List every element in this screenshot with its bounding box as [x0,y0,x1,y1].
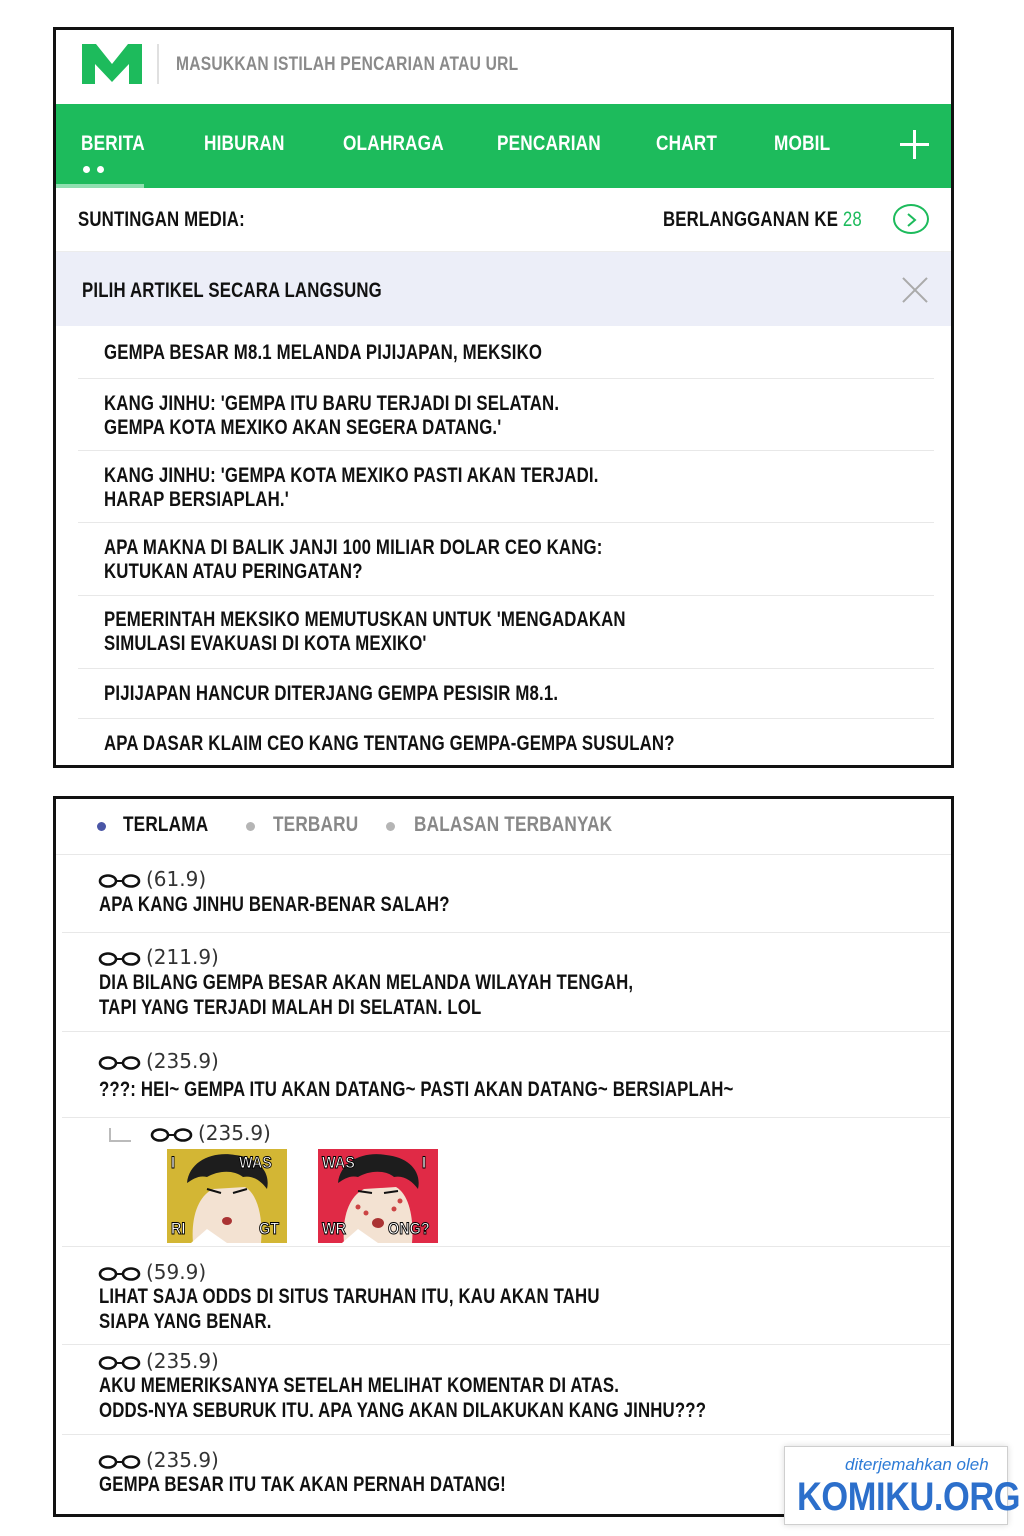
comment-text: LIHAT SAJA ODDS DI SITUS TARUHAN ITU, KAU AKAN TAHU SIAPA YANG BENAR. [99,1285,600,1333]
category-nav [56,104,951,188]
sticker-i-was-right[interactable] [167,1149,287,1243]
reply-arrow-icon [109,1128,131,1142]
search-input[interactable] [176,50,520,80]
sort-tab-oldest[interactable]: TERLAMA [123,813,209,836]
comment-score: (235.9) [198,1121,271,1145]
article-title: KANG JINHU: 'GEMPA KOTA MEXIKO PASTI AKAN TERJADI. HARAP BERSIAPLAH.' [104,464,599,511]
glasses-icon [98,1355,142,1371]
tab-hiburan[interactable]: HIBURAN [204,132,285,155]
news-portal-window [53,27,954,768]
article-title: PIJIJAPAN HANCUR DITERJANG GEMPA PESISIR M8.1. [104,682,559,705]
comment-sort-tabs [56,799,951,855]
comments-window [53,796,954,1517]
translator-watermark [784,1446,1021,1525]
comment-item[interactable] [62,1032,950,1118]
article-link[interactable] [78,596,934,669]
article-title: KANG JINHU: 'GEMPA ITU BARU TERJADI DI SELATAN. GEMPA KOTA MEXIKO AKAN SEGERA DATANG.' [104,392,560,439]
sort-dot [246,822,255,831]
sort-dot [386,822,395,831]
watermark-brand: KOMIKU.ORG [797,1475,1021,1519]
article-link[interactable] [78,669,934,719]
comment-text: ???: HEI~ GEMPA ITU AKAN DATANG~ PASTI AKAN DATANG~ BERSIAPLAH~ [99,1078,734,1101]
glasses-icon [98,951,142,967]
glasses-icon [98,1266,142,1282]
sticker-was-i-wrong[interactable] [318,1149,438,1243]
comment-text: AKU MEMERIKSANYA SETELAH MELIHAT KOMENTAR DI ATAS. ODDS-NYA SEBURUK ITU. APA YANG AKAN DILAKUKAN KANG JINHU??? [99,1374,707,1422]
comment-item[interactable] [62,855,950,933]
comment-text: GEMPA BESAR ITU TAK AKAN PERNAH DATANG! [99,1473,506,1496]
subscription-label: BERLANGGANAN KE [663,208,839,231]
tab-olahraga[interactable]: OLAHRAGA [343,132,444,155]
header [56,30,951,104]
comment-item[interactable] [62,933,950,1032]
media-edit-label: SUNTINGAN MEDIA: [78,208,245,231]
article-link[interactable] [78,719,934,768]
comment-text: APA KANG JINHU BENAR-BENAR SALAH? [99,893,450,916]
tab-mobil[interactable]: MOBIL [774,132,831,155]
pick-articles-title: PILIH ARTIKEL SECARA LANGSUNG [82,279,382,302]
comment-score: (61.9) [146,867,207,891]
sticker-word: ONG? [388,1219,430,1238]
comment-score: (235.9) [146,1448,219,1472]
glasses-icon [150,1127,194,1143]
article-title: PEMERINTAH MEKSIKO MEMUTUSKAN UNTUK 'MENGADAKAN SIMULASI EVAKUASI DI KOTA MEXIKO' [104,608,626,655]
subscription-info [663,208,862,232]
comment-item[interactable] [62,1247,950,1345]
sticker-word: WAS [239,1153,272,1172]
comment-item[interactable] [62,1345,950,1435]
active-tab-indicator [83,166,109,174]
subscription-bar [56,188,951,252]
glasses-icon [98,1055,142,1071]
sort-tab-newest[interactable]: TERBARU [273,813,359,836]
active-sort-dot [97,822,106,831]
article-link[interactable] [78,523,934,596]
plus-icon[interactable] [899,129,931,161]
article-link[interactable] [78,379,934,451]
sticker-word: I [171,1153,176,1172]
glasses-icon [98,1454,142,1470]
comment-score: (235.9) [146,1349,219,1373]
article-link[interactable] [78,451,934,523]
comment-text: DIA BILANG GEMPA BESAR AKAN MELANDA WILAYAH TENGAH, TAPI YANG TERJADI MALAH DI SELATAN. LOL [99,971,634,1019]
article-link[interactable] [78,326,934,379]
sticker-word: WR [322,1219,347,1238]
close-icon[interactable] [901,276,929,304]
tab-berita[interactable]: BERITA [81,132,145,155]
comment-score: (211.9) [146,945,219,969]
arrow-right-circle-icon[interactable] [893,204,929,234]
article-title: APA DASAR KLAIM CEO KANG TENTANG GEMPA-GEMPA SUSULAN? [104,732,675,755]
article-title: APA MAKNA DI BALIK JANJI 100 MILIAR DOLAR CEO KANG: KUTUKAN ATAU PERINGATAN? [104,536,603,583]
comment-score: (59.9) [146,1260,207,1284]
sticker-word: WAS [322,1153,355,1172]
pick-articles-header [56,252,951,326]
article-title: GEMPA BESAR M8.1 MELANDA PIJIJAPAN, MEKSIKO [104,341,543,364]
sticker-word: I [422,1153,427,1172]
sticker-word: GT [259,1219,280,1238]
sort-tab-most-replies[interactable]: BALASAN TERBANYAK [414,813,613,836]
logo-divider [157,44,159,84]
subscription-count: 28 [842,208,862,231]
tab-chart[interactable]: CHART [656,132,718,155]
glasses-icon [98,873,142,889]
watermark-subtitle: diterjemahkan oleh [845,1455,989,1474]
sticker-word: RI [171,1219,186,1238]
tab-pencarian[interactable]: PENCARIAN [497,132,601,155]
logo-icon[interactable] [82,44,142,84]
comment-score: (235.9) [146,1049,219,1073]
